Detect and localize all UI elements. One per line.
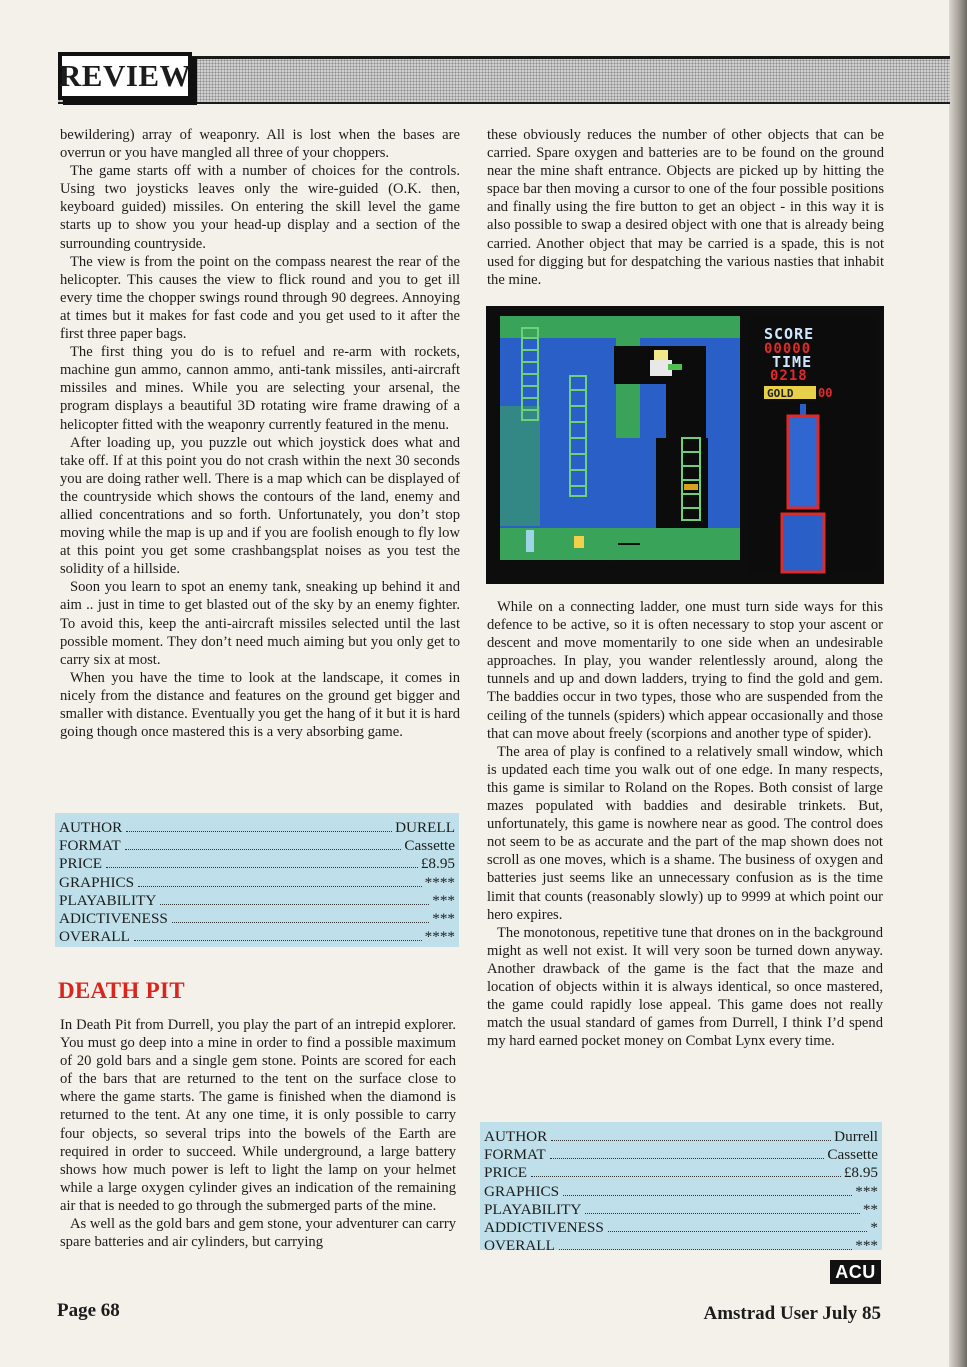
rating-row — [59, 855, 455, 873]
rating-value: *** — [432, 910, 455, 928]
left-column — [60, 126, 460, 741]
rating-value: **** — [424, 928, 455, 946]
death-pit-title: DEATH PIT — [58, 978, 185, 1003]
rating-row — [484, 1183, 878, 1201]
rating-label: FORMAT — [484, 1146, 546, 1164]
rating-label: PLAYABILITY — [59, 891, 157, 909]
rating-label: OVERALL — [484, 1237, 555, 1255]
rating-value: *** — [855, 1237, 878, 1255]
rating-row — [59, 910, 455, 928]
rating-label: PRICE — [59, 855, 103, 873]
battery-gauge — [782, 514, 824, 572]
rating-row — [59, 874, 455, 892]
acu-badge: ACU — [830, 1260, 881, 1284]
review-section-label: REVIEW — [58, 52, 192, 100]
paragraph: The area of play is confined to a relatively small window, which is updated each time you walk out of one edge. In many respects, this game is similar to Roland on the Ropes. Both consist of large mazes populated with baddies and desirable trinkets. But, unfortunately, this game is nowhere near as good. The control does not seem to be as accurate and the part of the map shown does not scroll as one moves, which is a shame. The business of oxygen and batteries just seems like an unnecessary confusion as is the time limit that counts (reasonably slowly) up to 9999 at which point our hero expires. — [487, 743, 883, 923]
gold-bar — [684, 484, 698, 490]
oxygen-gauge-neck — [800, 404, 806, 416]
rating-label: ADICTIVENESS — [59, 910, 168, 928]
right-column-body — [487, 598, 883, 1050]
rating-row — [484, 1146, 878, 1164]
paragraph: these obviously reduces the number of other objects that can be carried. Spare oxygen and batteries are to be found on the ground near the mine shaft entrance. Objects are picked up by hitting the space bar then moving a cursor to one of the four possible positions and finally using the fire button to get an object - in this way it is also possible to swap a desired object with one that is already being carried. Another object that may be carried is a spade, this is not used for digging but for despatching the various nasties that inhabit the mine. — [487, 127, 884, 288]
paragraph: The game starts off with a number of choices for the controls. Using two joysticks leaves only the wire-guided (O.K. then, keyboard guided) missiles. On entering the skill level the game starts up to show you your head-up display and a section of the surrounding countryside. — [60, 163, 460, 252]
rating-row — [59, 819, 455, 837]
rating-row — [59, 892, 455, 910]
gold-value: 00 — [818, 386, 833, 400]
oxygen-cylinder-item — [526, 530, 534, 552]
rating-label: AUTHOR — [484, 1128, 548, 1145]
game-screenshot — [486, 306, 884, 584]
rating-label: FORMAT — [59, 837, 121, 855]
rating-label: PRICE — [484, 1164, 528, 1182]
publication-footer: Amstrad User July 85 — [703, 1303, 881, 1324]
rating-value: Cassette — [827, 1146, 878, 1164]
oxygen-gauge — [788, 416, 818, 508]
paragraph: After loading up, you puzzle out which joystick does what and take off. If at this point you do not crash within the next 30 seconds you are doing rather well. There is a map which can be displayed of the countryside which shows the contours of the land, enemy and allied concentrations and so forth. Unfortunately, you don’t stop moving while the map is up and if you are foolish enough to fly low at this point you get some crashbangsplat noises as you test the solidity of a hillside. — [60, 434, 460, 578]
paragraph: bewildering) array of weaponry. All is lost when the bases are overrun or you have mangled all three of your choppers. — [60, 127, 460, 162]
combat-lynx-ratings-box — [55, 813, 459, 947]
paragraph: While on a connecting ladder, one must turn side ways for this defence to be active, so it is often necessary to stop your ascent or descent and move momentarily to one side when an undesirable approaches. In play, you wander relentlessly around, along the tunnels and up and down ladders, trying to find the gold and gem. The baddies occur in two types, those who are suspended from the ceiling of the tunnels (spiders) which appear occasionally and those that can move about freely (scorpions and another type of spider). — [487, 599, 883, 742]
rating-value: DURELL — [395, 819, 455, 836]
rating-row — [484, 1237, 878, 1255]
score-label: SCORE — [764, 325, 815, 343]
paragraph: In Death Pit from Durrell, you play the part of an intrepid explorer. You must go deep into a mine in order to find a possible maximum of 20 gold bars and a single gem stone. Points are scored for each of the bars that are returned to the tent on the surface close to where the game starts. The game is finished when the diamond is returned to the tent. At any one time, it is only possible to carry four objects, so several trips into the bowels of the Earth are required in order to succeed. While underground, a large battery shows how much power is left to light the lamp on your helmet while a large oxygen cylinder gives an indication of the remaining air that is needed to go through the submerged parts of the mine. — [60, 1017, 456, 1214]
paragraph: As well as the gold bars and gem stone, your adventurer can carry spare batteries and air cylinders, but carrying — [60, 1216, 456, 1251]
right-column-top — [487, 126, 884, 289]
rating-label: GRAPHICS — [59, 873, 135, 891]
death-pit-intro — [60, 1016, 456, 1251]
battery-item — [574, 536, 584, 548]
rating-label: AUTHOR — [59, 819, 123, 836]
paragraph: The monotonous, repetitive tune that drones on in the background might as well not exist. It will very soon be turned down anyway. Another drawback of the game is the fact that the maze and location of objects within it is always identical, so once mastered, the game could rapidly lose appeal. This game does not really match the usual standard of games from Durrell, I think I’d spend my hard earned pocket money on Combat Lynx every time. — [487, 924, 883, 1050]
paragraph: When you have the time to look at the landscape, it comes in nicely from the distance and features on the ground get bigger and smaller with distance. Eventually you get the hang of it but it is hard going though once mastered this is a very absorbing game. — [60, 669, 460, 741]
page-edge-shadow — [949, 0, 967, 1367]
score-value: 00000 — [764, 341, 812, 357]
tunnel — [666, 384, 706, 444]
gold-label: GOLD — [767, 387, 794, 400]
cave-wall — [500, 406, 540, 526]
time-label: TIME — [772, 353, 813, 371]
paragraph: The first thing you do is to refuel and re-arm with rockets, machine gun ammo, cannon ammo, anti-tank missiles, anti-aircraft missiles and mines. While you are selecting your arsenal, the program displays a beautiful 3D rotating wire frame drawing of a helicopter fitted with the weaponry currently featured in the menu. — [60, 344, 460, 433]
rating-value: * — [870, 1219, 878, 1237]
time-value: 0218 — [770, 368, 808, 384]
rating-label: OVERALL — [59, 928, 130, 946]
rating-value: Durrell — [834, 1128, 878, 1145]
rating-row — [59, 928, 455, 946]
rating-row — [484, 1128, 878, 1146]
rating-value: **** — [424, 873, 455, 891]
rating-label: ADDICTIVENESS — [484, 1219, 604, 1237]
rating-label: GRAPHICS — [484, 1182, 560, 1200]
rating-value: *** — [432, 891, 455, 909]
rating-row — [484, 1164, 878, 1182]
rating-value: ** — [862, 1200, 878, 1218]
rating-value: £8.95 — [420, 855, 455, 873]
rating-row — [59, 837, 455, 855]
rating-value: *** — [855, 1182, 878, 1200]
rating-label: PLAYABILITY — [484, 1200, 582, 1218]
paragraph: Soon you learn to spot an enemy tank, sneaking up behind it and aim .. just in time to get blasted out of the sky by an enemy fighter. To avoid this, keep the anti-aircraft missiles selected until the last possible moment. They don’t need much aiming but you only get to carry six at most. — [60, 579, 460, 668]
rating-row — [484, 1219, 878, 1237]
page-number: Page 68 — [57, 1300, 120, 1321]
paragraph: The view is from the point on the compass nearest the rear of the helicopter. This causes the view to flick round and you to get ill every time the chopper swings round through 90 degrees. Annoying at times but it makes for fast code and you get used to it after the first three paper bags. — [60, 253, 460, 343]
rating-value: £8.95 — [843, 1164, 878, 1182]
rating-value: Cassette — [404, 837, 455, 855]
death-pit-ratings-box — [480, 1122, 882, 1255]
death-pit-game-screen — [486, 306, 884, 584]
rating-row — [484, 1201, 878, 1219]
